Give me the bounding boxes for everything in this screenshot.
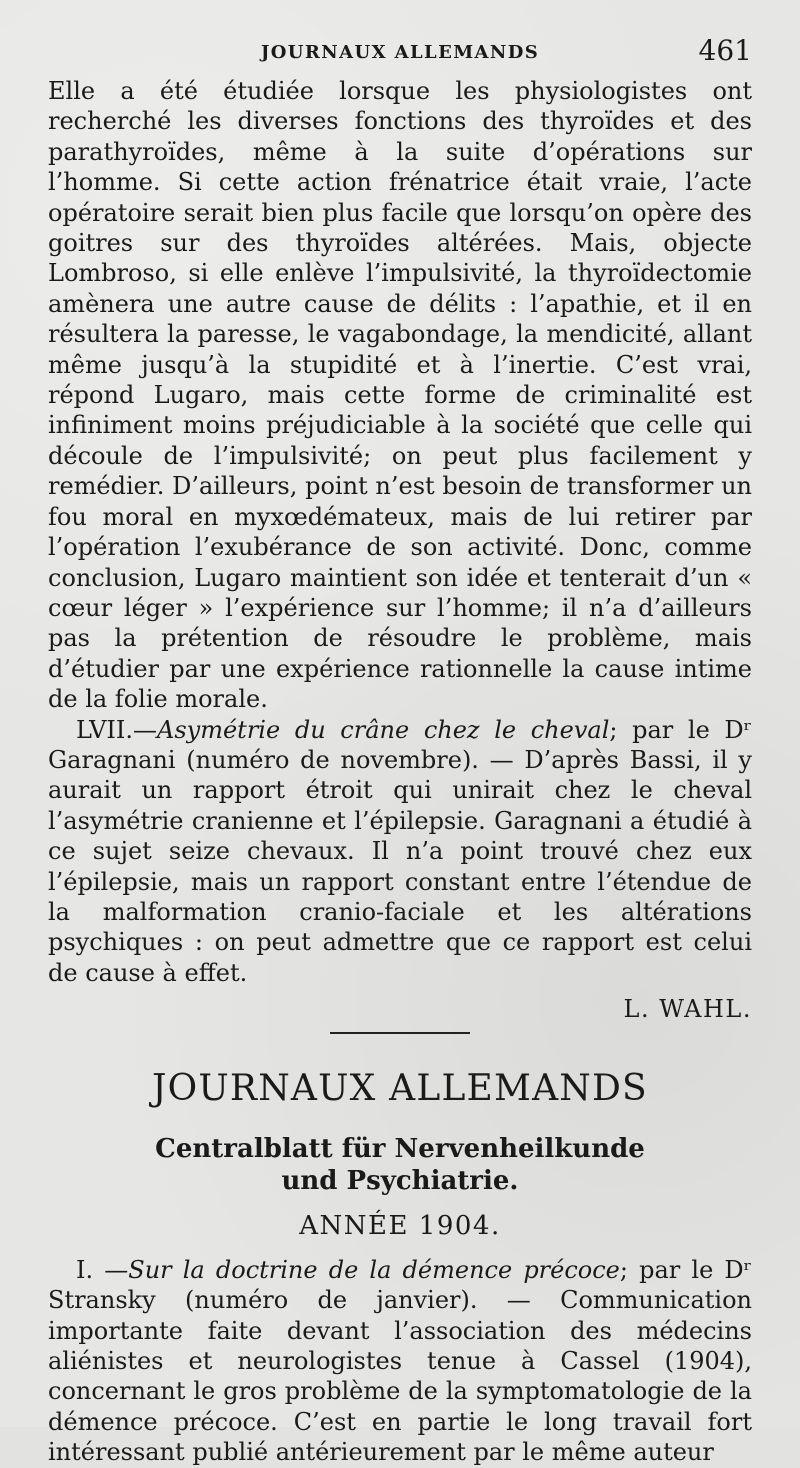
paragraph-body: Elle a été étudiée lorsque les physiologistes ont recherché les diverses fonctions des thyroïdes et des parathyroïdes, même à la suite d’opérations sur l’homme. Si cette action frénatrice était vraie, l’acte opératoire serait bien plus facile que lorsqu’on opère des goitres sur des thyroïdes altérées. Mais, objecte Lombroso, si elle enlève l’impulsivité, la thyroïdectomie amènera une autre cause de délits : l’apathie, et il en résultera la paresse, le vagabondage, la mendicité, allant même jusqu’à la stupidité et à l’inertie. C’est vrai, répond Lugaro, mais cette forme de criminalité est infiniment moins préjudiciable à la société que celle qui découle de l’impulsivité; on peut plus facilement y remédier. D’ailleurs, point n’est besoin de transformer un fou moral en myxœdémateux, mais de lui retirer par l’opération l’exubérance de son activité. Donc, comme conclusion, Lugaro maintient son idée et tenterait d’un « cœur léger » l’expérience sur l’homme; il n’a d’ailleurs pas la prétention de résoudre le problème, mais d’étudier par une expérience rationnelle la cause intime de la folie morale.	[48, 77, 752, 714]
article-i	[48, 1255, 752, 1468]
article-number: LVII.—	[76, 715, 158, 744]
page-number: 461	[698, 34, 752, 67]
signature: L. WAHL.	[623, 995, 752, 1024]
spacer	[48, 1241, 752, 1255]
article-body: ; par le Dʳ Stransky (numéro de janvier). — Communication importante faite devant l’association des médecins aliénistes et neurologistes tenue à Cassel (1904), concernant le gros problème de la symptomatologie de la démence précoce. C’est en partie le long travail fort intéressant publié antérieurement par le même auteur	[48, 1255, 752, 1467]
year-heading: ANNÉE 1904.	[299, 1210, 501, 1241]
text-block	[48, 76, 752, 1468]
article-title: Asymétrie du crâne chez le cheval	[157, 715, 610, 744]
article-body: ; par le Dʳ Garagnani (numéro de novembre). — D’après Bassi, il y aurait un rapport étroit qui unirait chez le cheval l’asymétrie cranienne et l’épilepsie. Garagnani a étudié à ce sujet seize chevaux. Il n’a point trouvé chez eux l’épilepsie, mais un rapport constant entre l’étendue de la malformation cranio-faciale et les altérations psychiques : on peut admettre que ce rapport est celui de cause à effet.	[48, 715, 752, 987]
running-head: JOURNAUX ALLEMANDS	[260, 42, 540, 63]
journal-name	[48, 1133, 752, 1197]
section-divider	[330, 1032, 470, 1034]
page-header	[48, 34, 752, 74]
journal-name-line-2: und Psychiatrie.	[281, 1165, 519, 1196]
journal-name-line-1: Centralblatt für Nervenheilkunde	[155, 1133, 645, 1164]
signature-row	[48, 994, 752, 1024]
article-lvii	[48, 715, 752, 989]
article-number: I. —	[76, 1255, 129, 1284]
section-title: JOURNAUX ALLEMANDS	[152, 1067, 648, 1109]
article-title: Sur la doctrine de la démence précoce	[128, 1255, 620, 1284]
